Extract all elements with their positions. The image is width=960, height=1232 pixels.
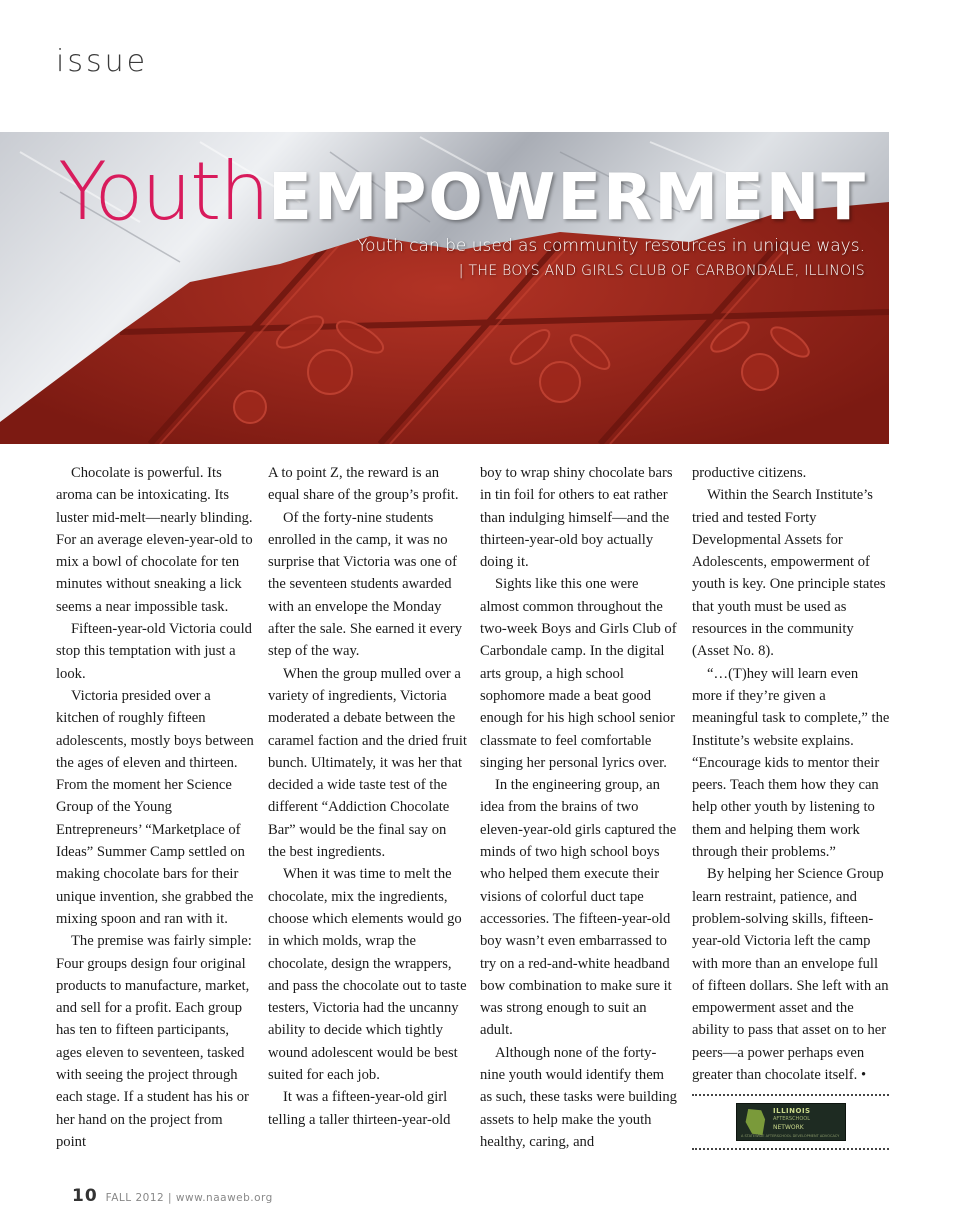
article-column-1 [56,462,255,1153]
paragraph: The premise was fairly simple: Four groups design four original products to manufacture, market, and sell for a profit. Each group has ten to fifteen participants, ages eleven to seventeen, tasked with seeing the project through each stage. If a student has his or her hand on the project from point [56,933,252,1150]
title-youth: Youth [58,145,269,238]
hero-banner [0,132,889,444]
paragraph: Within the Search Institute’s tried and tested Forty Developmental Assets for Adolescents, empowerment of youth is key. One principle states that youth must be used as resources in the community (Asset No. 8). [692,487,886,660]
logo-line-3: NETWORK [773,1124,804,1131]
paragraph: productive citizens. [692,465,807,481]
illinois-afterschool-logo [736,1103,846,1141]
logo-line-1: ILLINOIS [773,1107,811,1115]
page-footer [72,1186,273,1206]
article-title [58,145,867,238]
issue-info: FALL 2012 | www.naaweb.org [105,1192,273,1204]
paragraph: “…(T)hey will learn even more if they’re given a meaningful task to complete,” the Institute’s website explains. “Encourage kids to mentor their peers. Teach them how they can help other youth by listening to them and helping them work through their problems.” [692,665,890,861]
paragraph: Fifteen-year-old Victoria could stop this temptation with just a look. [56,621,252,682]
title-empowerment: EMPOWERMENT [268,161,867,235]
paragraph: In the engineering group, an idea from the brains of two eleven-year-old girls captured the minds of two high school boys who helped them execute their visions of colorful duct tape accessories. The fifteen-year-old boy wasn’t even embarrassed to try on a red-and-white headband bow combination to make sure it was strong enough to suit an adult. [480,777,677,1039]
illinois-state-icon [743,1109,769,1135]
paragraph: Of the forty-nine students enrolled in the camp, it was no surprise that Victoria was one of the seventeen students awarded with an envelope the Monday after the sale. She earned it every step of the way. [268,509,463,660]
section-label: issue [56,44,149,79]
article-subtitle: Youth can be used as community resources in unique ways. [356,236,865,256]
sponsor-box [692,1094,889,1150]
article-byline: | THE BOYS AND GIRLS CLUB OF CARBONDALE, ILLINOIS [458,263,865,279]
paragraph: Sights like this one were almost common throughout the two-week Boys and Girls Club of Carbondale camp. In the digital arts group, a high school sophomore made a beat good enough for his high school senior classmate to feel comfortable singing her personal lyrics over. [480,576,677,771]
article-column-2 [268,462,467,1131]
paragraph: Victoria presided over a kitchen of roughly fifteen adolescents, mostly boys between the ages of eleven and thirteen. From the moment her Science Group of the Young Entrepreneurs’ “Marketplace of Ideas” Summer Camp settled on making chocolate bars for their unique invention, she grabbed the mixing spoon and ran with it. [56,687,254,927]
paragraph: When the group mulled over a variety of ingredients, Victoria moderated a debate between the caramel faction and the dried fruit bunch. Ultimately, it was her that decided a wide taste test of the different “Addiction Chocolate Bar” would be the final say on the best ingredients. [268,665,467,861]
paragraph: Although none of the forty-nine youth would identify them as such, these tasks were building assets to help make the youth healthy, caring, and [480,1044,677,1150]
paragraph: By helping her Science Group learn restraint, patience, and problem-solving skills, fifteen-year-old Victoria left the camp with more than an envelope full of fifteen dollars. She left with an empowerment asset and the ability to pass that asset on to her peers—a power perhaps even greater than chocolate itself. • [692,866,889,1084]
paragraph: boy to wrap shiny chocolate bars in tin foil for others to eat rather than indulging himself—and the thirteen-year-old boy actually doing it. [480,465,673,571]
logo-tagline: A STATEWIDE AFTERSCHOOL DEVELOPMENT ADVOCACY [741,1134,840,1138]
article-column-3 [480,462,679,1153]
paragraph: Chocolate is powerful. Its aroma can be intoxicating. Its luster mid-melt—nearly blinding. For an average eleven-year-old to mix a bowl of chocolate for ten minutes without sneaking a lick seems a near impossible task. [56,465,253,615]
paragraph: A to point Z, the reward is an equal share of the group’s profit. [268,465,459,504]
paragraph: It was a fifteen-year-old girl telling a taller thirteen-year-old [268,1089,451,1128]
logo-line-2: AFTERSCHOOL [773,1116,810,1122]
page-number: 10 [72,1186,98,1206]
paragraph: When it was time to melt the chocolate, mix the ingredients, choose which elements would go in which molds, wrap the chocolate, design the wrappers, and pass the chocolate out to taste testers, Victoria had the uncanny ability to decide which tightly wound adolescent would be best suited for each job. [268,866,467,1084]
article-column-4 [692,462,891,1086]
